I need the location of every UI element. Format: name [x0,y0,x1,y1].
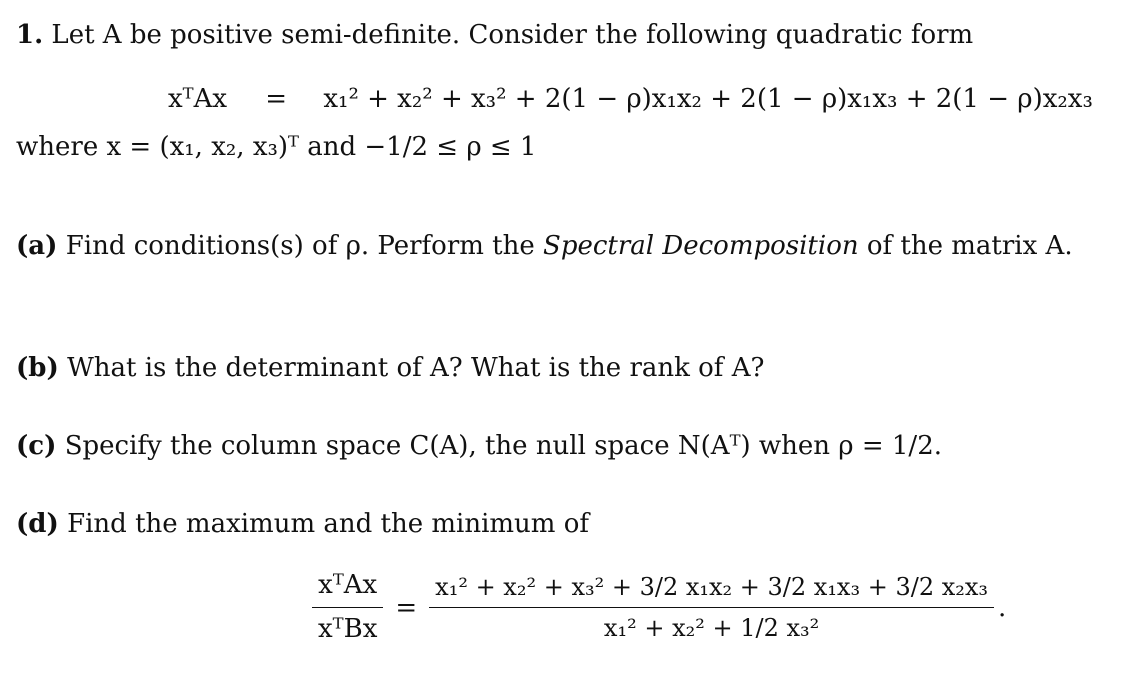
ratio-right-numerator: x₁² + x₂² + x₃² + 3/2 x₁x₂ + 3/2 x₁x₃ + 3/2 x₂x₃ [429,571,994,608]
ratio-trailing-period: . [998,592,1007,623]
part-a [16,233,1073,259]
ratio-right-fraction [429,571,994,645]
where-clause [16,134,536,160]
part-d-text: Find the maximum and the minimum of [67,509,589,539]
ratio-equals: = [395,592,418,623]
part-c-label: (c) [16,431,57,461]
part-a-label: (a) [16,231,58,261]
part-d-label: (d) [16,509,59,539]
part-b-label: (b) [16,353,59,383]
part-b-text: What is the determinant of A? What is the rank of A? [67,353,765,383]
rayleigh-ratio [312,568,1006,647]
part-a-text-1: Find conditions(s) of ρ. Perform the [65,231,535,261]
problem-number: 1. [16,20,44,50]
equation-lhs: xᵀAx [168,84,228,114]
part-a-emphasis: Spectral Decomposition [543,231,859,261]
part-d [16,511,589,537]
part-c [16,433,942,459]
equation-rhs: x₁² + x₂² + x₃² + 2(1 − ρ)x₁x₂ + 2(1 − ρ)x₁x₃ + 2(1 − ρ)x₂x₃ [323,84,1093,114]
ratio-left-numerator: xᵀAx [312,568,383,608]
where-clause-text: where x = (x₁, x₂, x₃)ᵀ and −1/2 ≤ ρ ≤ 1 [16,132,537,162]
ratio-left-fraction [312,568,383,647]
equation-equals: = [265,84,288,114]
quadratic-form-equation [168,86,1093,112]
part-b [16,355,764,381]
part-a-text-2: of the matrix A. [866,231,1073,261]
ratio-left-denominator: xᵀBx [318,614,378,645]
problem-intro-line [16,22,973,48]
ratio-right-denominator: x₁² + x₂² + 1/2 x₃² [603,614,820,643]
problem-intro-text: Let A be positive semi-definite. Consider the following quadratic form [51,20,974,50]
part-c-text: Specify the column space C(A), the null space N(Aᵀ) when ρ = 1/2. [64,431,942,461]
